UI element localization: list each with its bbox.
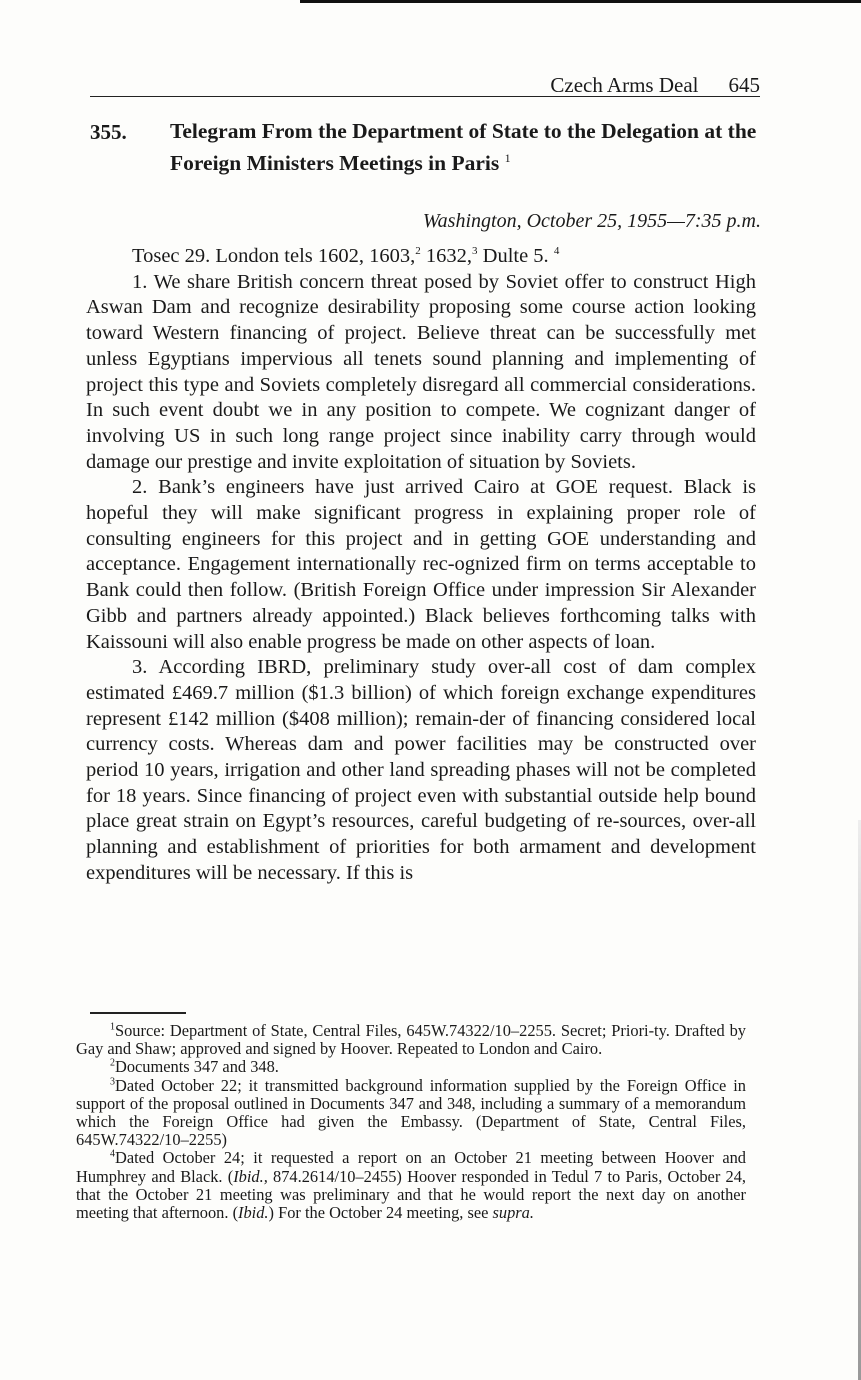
running-title: Czech Arms Deal <box>550 73 699 97</box>
footnote-ref-3: 3 <box>472 245 478 258</box>
paragraph-2: 2. Bank’s engineers have just arrived Cairo at GOE request. Black is hopeful they will make significant progress in explaining proper role of consulting engineers for this project and in getting GOE understanding and acceptance. Engagement internationally rec-ognized firm on terms acceptable to Bank could then follow. (British Foreign Office under impression Sir Alexander Gibb and partners already appointed.) Black believes forthcoming talks with Kaissouni will also enable progress be made on other aspects of loan. <box>86 476 756 653</box>
dateline: Washington, October 25, 1955—7:35 p.m. <box>422 210 761 232</box>
footnote-2-number: 2 <box>110 1057 115 1069</box>
footnote-1 <box>76 1022 746 1058</box>
footnote-4-supra: supra. <box>492 1203 534 1223</box>
footnote-4-text-b: 874.2614/10–2455) Hoover responded in Tedul 7 to Paris, October 24, that the October 21 meeting was preliminary and that he would report the next day on another meeting that afternoon. ( <box>76 1166 746 1223</box>
footnote-divider <box>90 1012 186 1014</box>
footnote-4-number: 4 <box>110 1148 115 1160</box>
page-top-edge <box>300 0 861 3</box>
document-title-text: Telegram From the Department of State to the Delegation at the Foreign Ministers Meetings in Paris <box>170 119 757 176</box>
document-number: 355. <box>90 120 127 144</box>
title-footnote-ref: 1 <box>504 151 511 165</box>
footnote-4-ibid-2: Ibid. <box>238 1203 269 1223</box>
document-title <box>170 118 765 177</box>
footnote-1-text: Source: Department of State, Central Files, 645W.74322/10–2255. Secret; Priori-ty. Drafted by Gay and Shaw; approved and signed by Hoover. Repeated to London and Cairo. <box>76 1021 746 1059</box>
ref-text-c: Dulte 5. <box>477 245 549 267</box>
ref-text-b: 1632, <box>420 245 473 267</box>
footnotes <box>76 1022 746 1222</box>
reference-line <box>86 244 756 270</box>
footnote-2 <box>76 1058 746 1076</box>
footnote-3-number: 3 <box>110 1076 115 1088</box>
footnote-ref-2: 2 <box>415 245 421 258</box>
footnote-3-text: Dated October 22; it transmitted background information supplied by the Foreign Office in support of the proposal outlined in Documents 347 and 348, including a summary of a memorandum which the Foreign Office had given the Embassy. (Department of State, Central Files, 645W.74322/10–2255) <box>76 1075 746 1150</box>
footnote-4-ibid-1: Ibid., <box>233 1166 268 1186</box>
footnote-4-text-c: ) For the October 24 meeting, see <box>268 1203 493 1223</box>
footnote-4 <box>76 1149 746 1222</box>
footnote-ref-4: 4 <box>553 245 560 258</box>
ref-text-a: Tosec 29. London tels 1602, 1603, <box>132 245 416 267</box>
telegram-body <box>86 244 756 887</box>
footnote-4-text-a: Dated October 24; it requested a report on an October 21 meeting between Hoover and Humphrey and Black. ( <box>76 1148 746 1186</box>
footnote-3 <box>76 1077 746 1150</box>
footnote-2-text: Documents 347 and 348. <box>115 1057 279 1077</box>
running-header <box>90 74 760 97</box>
paragraph-3: 3. According IBRD, preliminary study over-all cost of dam complex estimated £469.7 million ($1.3 billion) of which foreign exchange expenditures represent £142 million ($408 million); remain-der of financing considered local currency costs. Whereas dam and power facilities may be constructed over period 10 years, irrigation and other land spreading phases will not be completed for 18 years. Since financing of project even with substantial outside help bound place great strain on Egypt’s resources, careful budgeting of re-sources, over-all planning and establishment of priorities for both armament and development expenditures will be necessary. If this is <box>86 656 756 884</box>
footnote-1-number: 1 <box>110 1021 115 1033</box>
page-number: 645 <box>728 73 760 97</box>
paragraph-1: 1. We share British concern threat posed by Soviet offer to construct High Aswan Dam and recognize desirability proposing some course action looking toward Western financing of project. Believe threat can be successfully met unless Egyptians impervious all tenets sound planning and implementing of project this type and Soviets completely disregard all commercial considerations. In such event doubt we in any position to compete. We cognizant danger of involving US in such long range project since inability carry through would damage our prestige and invite exploitation of situation by Soviets. <box>86 270 756 473</box>
